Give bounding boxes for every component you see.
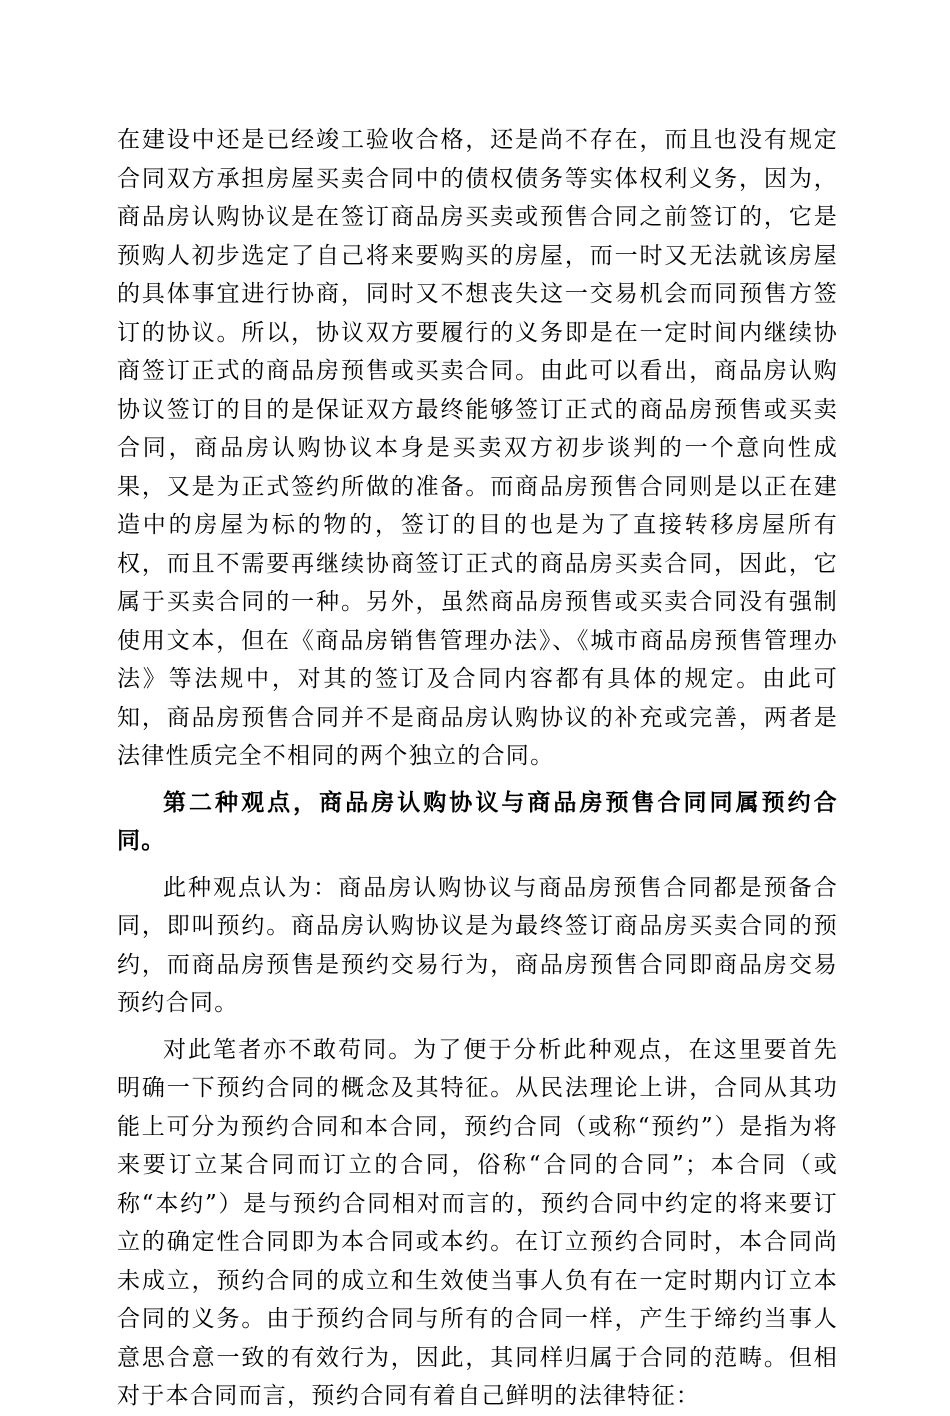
document-page — [117, 121, 838, 1416]
body-paragraph: 对此笔者亦不敢苟同。为了便于分析此种观点，在这里要首先明确一下预约合同的概念及其特征。从民法理论上讲，合同从其功能上可分为预约合同和本合同，预约合同（或称“预约”）是指为将来要订立某合同而订立的合同，俗称“合同的合同”；本合同（或称“本约”）是与预约合同相对而言的，预约合同中约定的将来要订立的确定性合同即为本合同或本约。在订立预约合同时，本合同尚未成立，预约合同的成立和生效使当事人负有在一定时期内订立本合同的义务。由于预约合同与所有的合同一样，产生于缔约当事人意思合意一致的有效行为，因此，其同样归属于合同的范畴。但相对于本合同而言，预约合同有着自己鲜明的法律特征： — [117, 1036, 838, 1409]
section-heading: 第二种观点，商品房认购协议与商品房预售合同同属预约合同。 — [117, 788, 838, 854]
body-paragraph-continued: 在建设中还是已经竣工验收合格，还是尚不存在，而且也没有规定合同双方承担房屋买卖合同中的债权债务等实体权利义务，因为，商品房认购协议是在签订商品房买卖或预售合同之前签订的，它是预购人初步选定了自己将来要购买的房屋，而一时又无法就该房屋的具体事宜进行协商，同时又不想丧失这一交易机会而同预售方签订的协议。所以，协议双方要履行的义务即是在一定时间内继续协商签订正式的商品房预售或买卖合同。由此可以看出，商品房认购协议签订的目的是保证双方最终能够签订正式的商品房预售或买卖合同，商品房认购协议本身是买卖双方初步谈判的一个意向性成果，又是为正式签约所做的准备。而商品房预售合同则是以正在建造中的房屋为标的物的，签订的目的也是为了直接转移房屋所有权，而且不需要再继续协商签订正式的商品房买卖合同，因此，它属于买卖合同的一种。另外，虽然商品房预售或买卖合同没有强制使用文本，但在《商品房销售管理办法》、《城市商品房预售管理办法》等法规中，对其的签订及合同内容都有具体的规定。由此可知，商品房预售合同并不是商品房认购协议的补充或完善，两者是法律性质完全不相同的两个独立的合同。 — [117, 127, 838, 769]
body-paragraph: 此种观点认为：商品房认购协议与商品房预售合同都是预备合同，即叫预约。商品房认购协议是为最终签订商品房买卖合同的预约，而商品房预售是预约交易行为，商品房预售合同即商品房交易预约合同。 — [117, 874, 838, 1016]
